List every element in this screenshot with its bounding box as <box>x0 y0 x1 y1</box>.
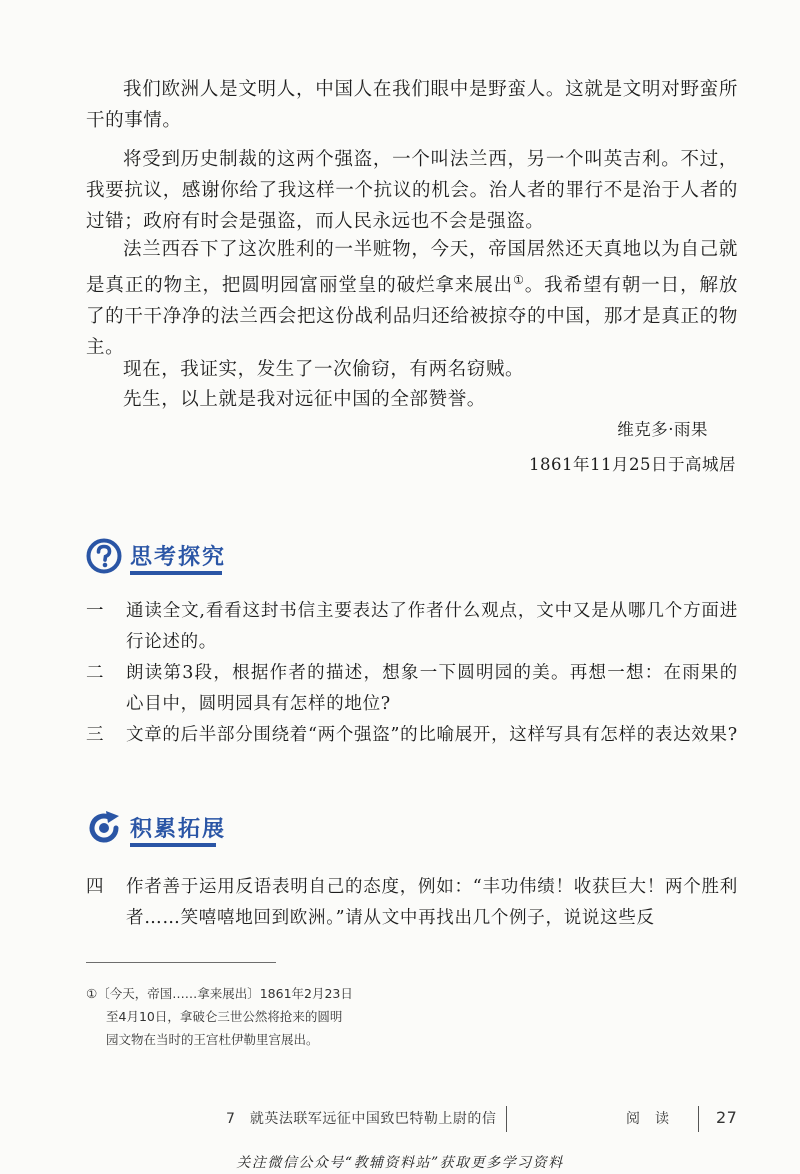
footnote-divider <box>86 962 276 963</box>
paragraph-3-text-before: 法兰西吞下了这次胜利的一半赃物，今天，帝国居然还天真地以为自己就是真正的物主，把圆明园富丽堂皇的破烂拿来展出 <box>86 239 738 297</box>
paragraph-3 <box>86 234 738 363</box>
footnote-line-2: 至4月10日，拿破仑三世公然将抢来的圆明 <box>106 1009 343 1024</box>
question-3 <box>86 720 738 751</box>
signature: 维克多·雨果 <box>617 420 708 439</box>
question-4 <box>86 872 738 934</box>
footnote-line-1: ①〔今天，帝国……拿来展出〕1861年2月23日 <box>86 986 353 1001</box>
date-place: 1861年11月25日于高城居 <box>529 455 736 474</box>
paragraph-2: 将受到历史制裁的这两个强盗，一个叫法兰西，另一个叫英吉利。不过，我要抗议，感谢你给了我这样一个抗议的机会。治人者的罪行不是治于人者的过错；政府有时会是强盗，而人民永远也不会是强盗。 <box>86 149 738 232</box>
section-underline <box>130 571 222 575</box>
paragraph-1: 我们欧洲人是文明人，中国人在我们眼中是野蛮人。这就是文明对野蛮所干的事情。 <box>86 79 738 131</box>
footer-section: 阅 读 <box>626 1111 670 1127</box>
section-underline <box>130 843 216 847</box>
question-1 <box>86 596 738 658</box>
question-text: 文章的后半部分围绕着“两个强盗”的比喻展开，这样写具有怎样的表达效果? <box>126 725 738 745</box>
question-2 <box>86 658 738 720</box>
footnote-marker[interactable]: ① <box>513 273 525 287</box>
watermark: 关注微信公众号“教辅资料站”获取更多学习资料 <box>236 1155 564 1171</box>
footer-divider <box>506 1106 507 1132</box>
paragraph-4: 现在，我证实，发生了一次偷窃，有两名窃贼。 <box>123 359 525 380</box>
section-title-thinking: 思考探究 <box>130 545 227 570</box>
section-header-extension <box>86 810 326 854</box>
question-text: 通读全文,看看这封书信主要表达了作者什么观点，文中又是从哪几个方面进行论述的。 <box>126 601 738 652</box>
footer-chapter-title: 7 就英法联军远征中国致巴特勒上尉的信 <box>226 1111 497 1127</box>
refresh-arrow-icon <box>86 810 122 846</box>
question-text: 朗读第3段，根据作者的描述，想象一下圆明园的美。再想一想：在雨果的心目中，圆明园具有怎样的地位? <box>126 663 738 714</box>
question-number: 二 <box>86 663 105 683</box>
question-number: 三 <box>86 725 105 745</box>
section-header-thinking <box>86 538 326 582</box>
question-number: 四 <box>86 877 105 897</box>
section-title-extension: 积累拓展 <box>130 817 227 842</box>
footer-divider <box>698 1106 699 1132</box>
paragraph-5: 先生，以上就是我对远征中国的全部赞誉。 <box>123 389 486 410</box>
question-number: 一 <box>86 601 105 621</box>
footnote <box>86 982 406 1051</box>
footnote-line-3: 园文物在当时的王宫杜伊勒里宫展出。 <box>106 1032 319 1047</box>
question-circle-icon <box>86 538 122 574</box>
page-number: 27 <box>716 1108 738 1127</box>
paragraph-3-text-after: 。我希望有朝一日，解放了的干干净净的法兰西会把这份战利品归还给被掠夺的中国，那才是真正的物主。 <box>86 275 738 359</box>
question-text: 作者善于运用反语表明自己的态度，例如：“丰功伟绩！收获巨大！两个胜利者……笑嘻嘻地回到欧洲。”请从文中再找出几个例子，说说这些反 <box>126 877 738 928</box>
